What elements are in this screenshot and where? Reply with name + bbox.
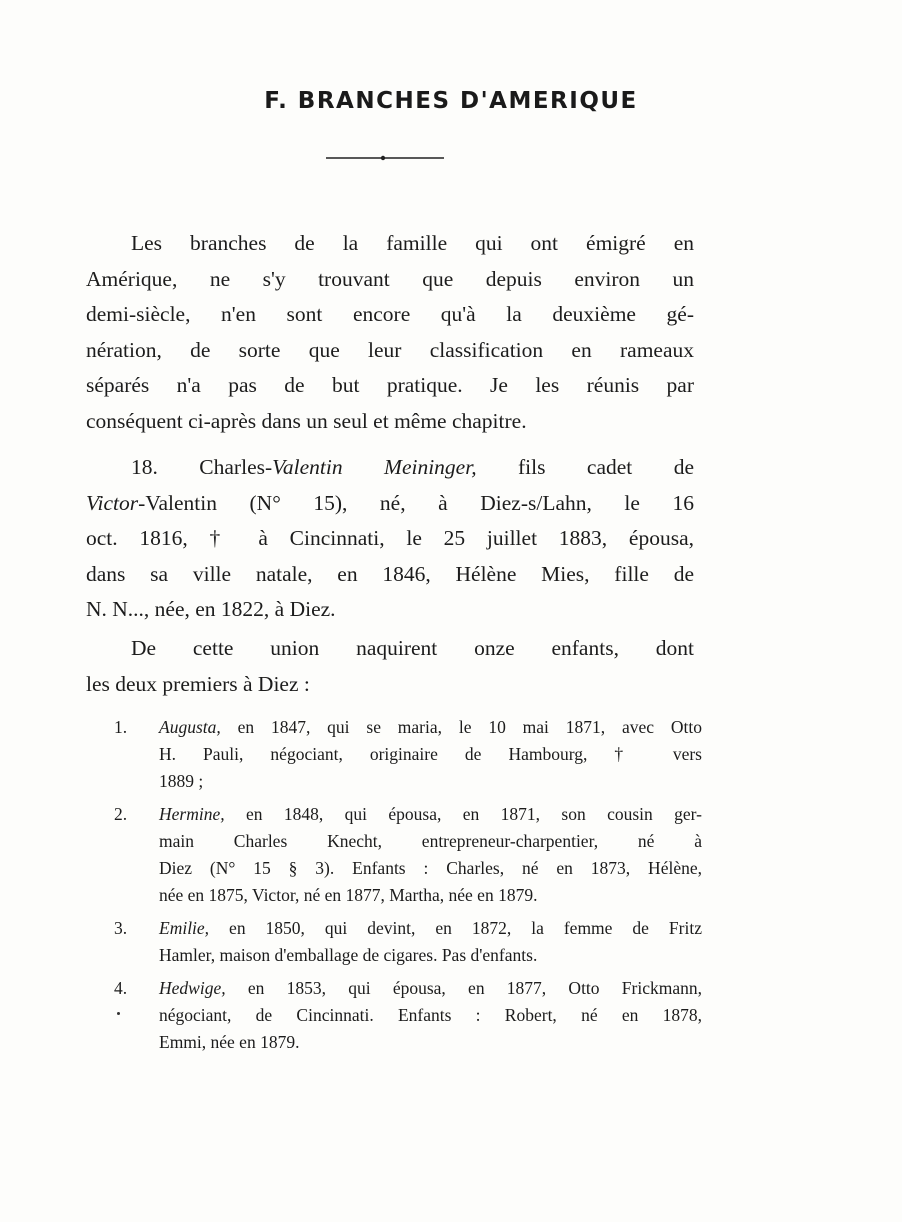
paragraph-line: De cette union naquirent onze enfants, dont: [131, 636, 694, 660]
item-text: en 1847, qui se maria, le 10 mai 1871, avec Otto: [220, 717, 702, 737]
item-number: 2.: [114, 804, 128, 824]
paragraph-line: [86, 450, 694, 486]
entry-number-text: 18. Charles-: [131, 455, 273, 479]
entry-18-paragraph: [86, 450, 694, 628]
paragraph-text: -Valentin (N° 15), né, à Diez-s/Lahn, le 16: [138, 490, 694, 515]
person-name: Victor: [86, 490, 139, 515]
child-name: Hedwige,: [159, 978, 226, 998]
paragraph-line: Amérique, ne s'y trouvant que depuis environ un: [86, 266, 694, 291]
paragraph-text: fils cadet de: [476, 455, 694, 479]
item-line: [159, 915, 702, 942]
item-line: négociant, de Cincinnati. Enfants : Robert, né en 1878,: [159, 1005, 702, 1025]
list-item: [114, 975, 702, 1056]
paragraph-line: oct. 1816, † à Cincinnati, le 25 juillet 1883, épousa,: [86, 526, 694, 550]
item-line: Hamler, maison d'emballage de cigares. Pas d'enfants.: [159, 945, 538, 965]
child-name: Augusta,: [159, 717, 221, 737]
item-line: main Charles Knecht, entrepreneur-charpentier, né à: [159, 831, 702, 851]
children-list: [114, 714, 702, 1062]
ornament-divider: [326, 155, 444, 161]
item-line: [159, 975, 702, 1002]
item-line: Diez (N° 15 § 3). Enfants : Charles, né en 1873, Hélène,: [159, 858, 702, 878]
print-speck: [117, 1012, 120, 1015]
paragraph-line: demi-siècle, n'en sont encore qu'à la deuxième gé-: [86, 302, 694, 326]
list-item: [114, 915, 702, 969]
children-intro-paragraph: [86, 631, 694, 702]
item-text: en 1853, qui épousa, en 1877, Otto Frickmann,: [225, 978, 702, 998]
paragraph-line: Les branches de la famille qui ont émigré en: [131, 231, 694, 255]
paragraph-line: nération, de sorte que leur classification en rameaux: [86, 337, 694, 362]
item-number: 1.: [114, 717, 128, 737]
item-line: 1889 ;: [159, 771, 204, 791]
list-item: [114, 714, 702, 795]
person-name: Valentin Meininger,: [272, 455, 477, 479]
item-line: [159, 801, 702, 828]
item-text: en 1848, qui épousa, en 1871, son cousin ger-: [224, 804, 702, 824]
item-line: née en 1875, Victor, né en 1877, Martha, née en 1879.: [159, 885, 538, 905]
paragraph-line: [86, 486, 694, 522]
item-line: [159, 714, 702, 741]
paragraph-line: N. N..., née, en 1822, à Diez.: [86, 597, 336, 621]
child-name: Emilie,: [159, 918, 210, 938]
section-heading: F. BRANCHES D'AMERIQUE: [264, 88, 638, 114]
paragraph-line: dans sa ville natale, en 1846, Hélène Mies, fille de: [86, 561, 694, 586]
item-line: Emmi, née en 1879.: [159, 1032, 300, 1052]
item-number: 4.: [114, 978, 128, 998]
item-number: 3.: [114, 918, 128, 938]
child-name: Hermine,: [159, 804, 225, 824]
list-item: [114, 801, 702, 909]
intro-paragraph: [86, 226, 694, 439]
paragraph-line: les deux premiers à Diez :: [86, 671, 310, 696]
item-text: en 1850, qui devint, en 1872, la femme de Fritz: [209, 918, 702, 938]
paragraph-line: séparés n'a pas de but pratique. Je les réunis par: [86, 373, 694, 397]
paragraph-line: conséquent ci-après dans un seul et même chapitre.: [86, 408, 527, 433]
item-line: H. Pauli, négociant, originaire de Hambourg, † vers: [159, 744, 702, 764]
